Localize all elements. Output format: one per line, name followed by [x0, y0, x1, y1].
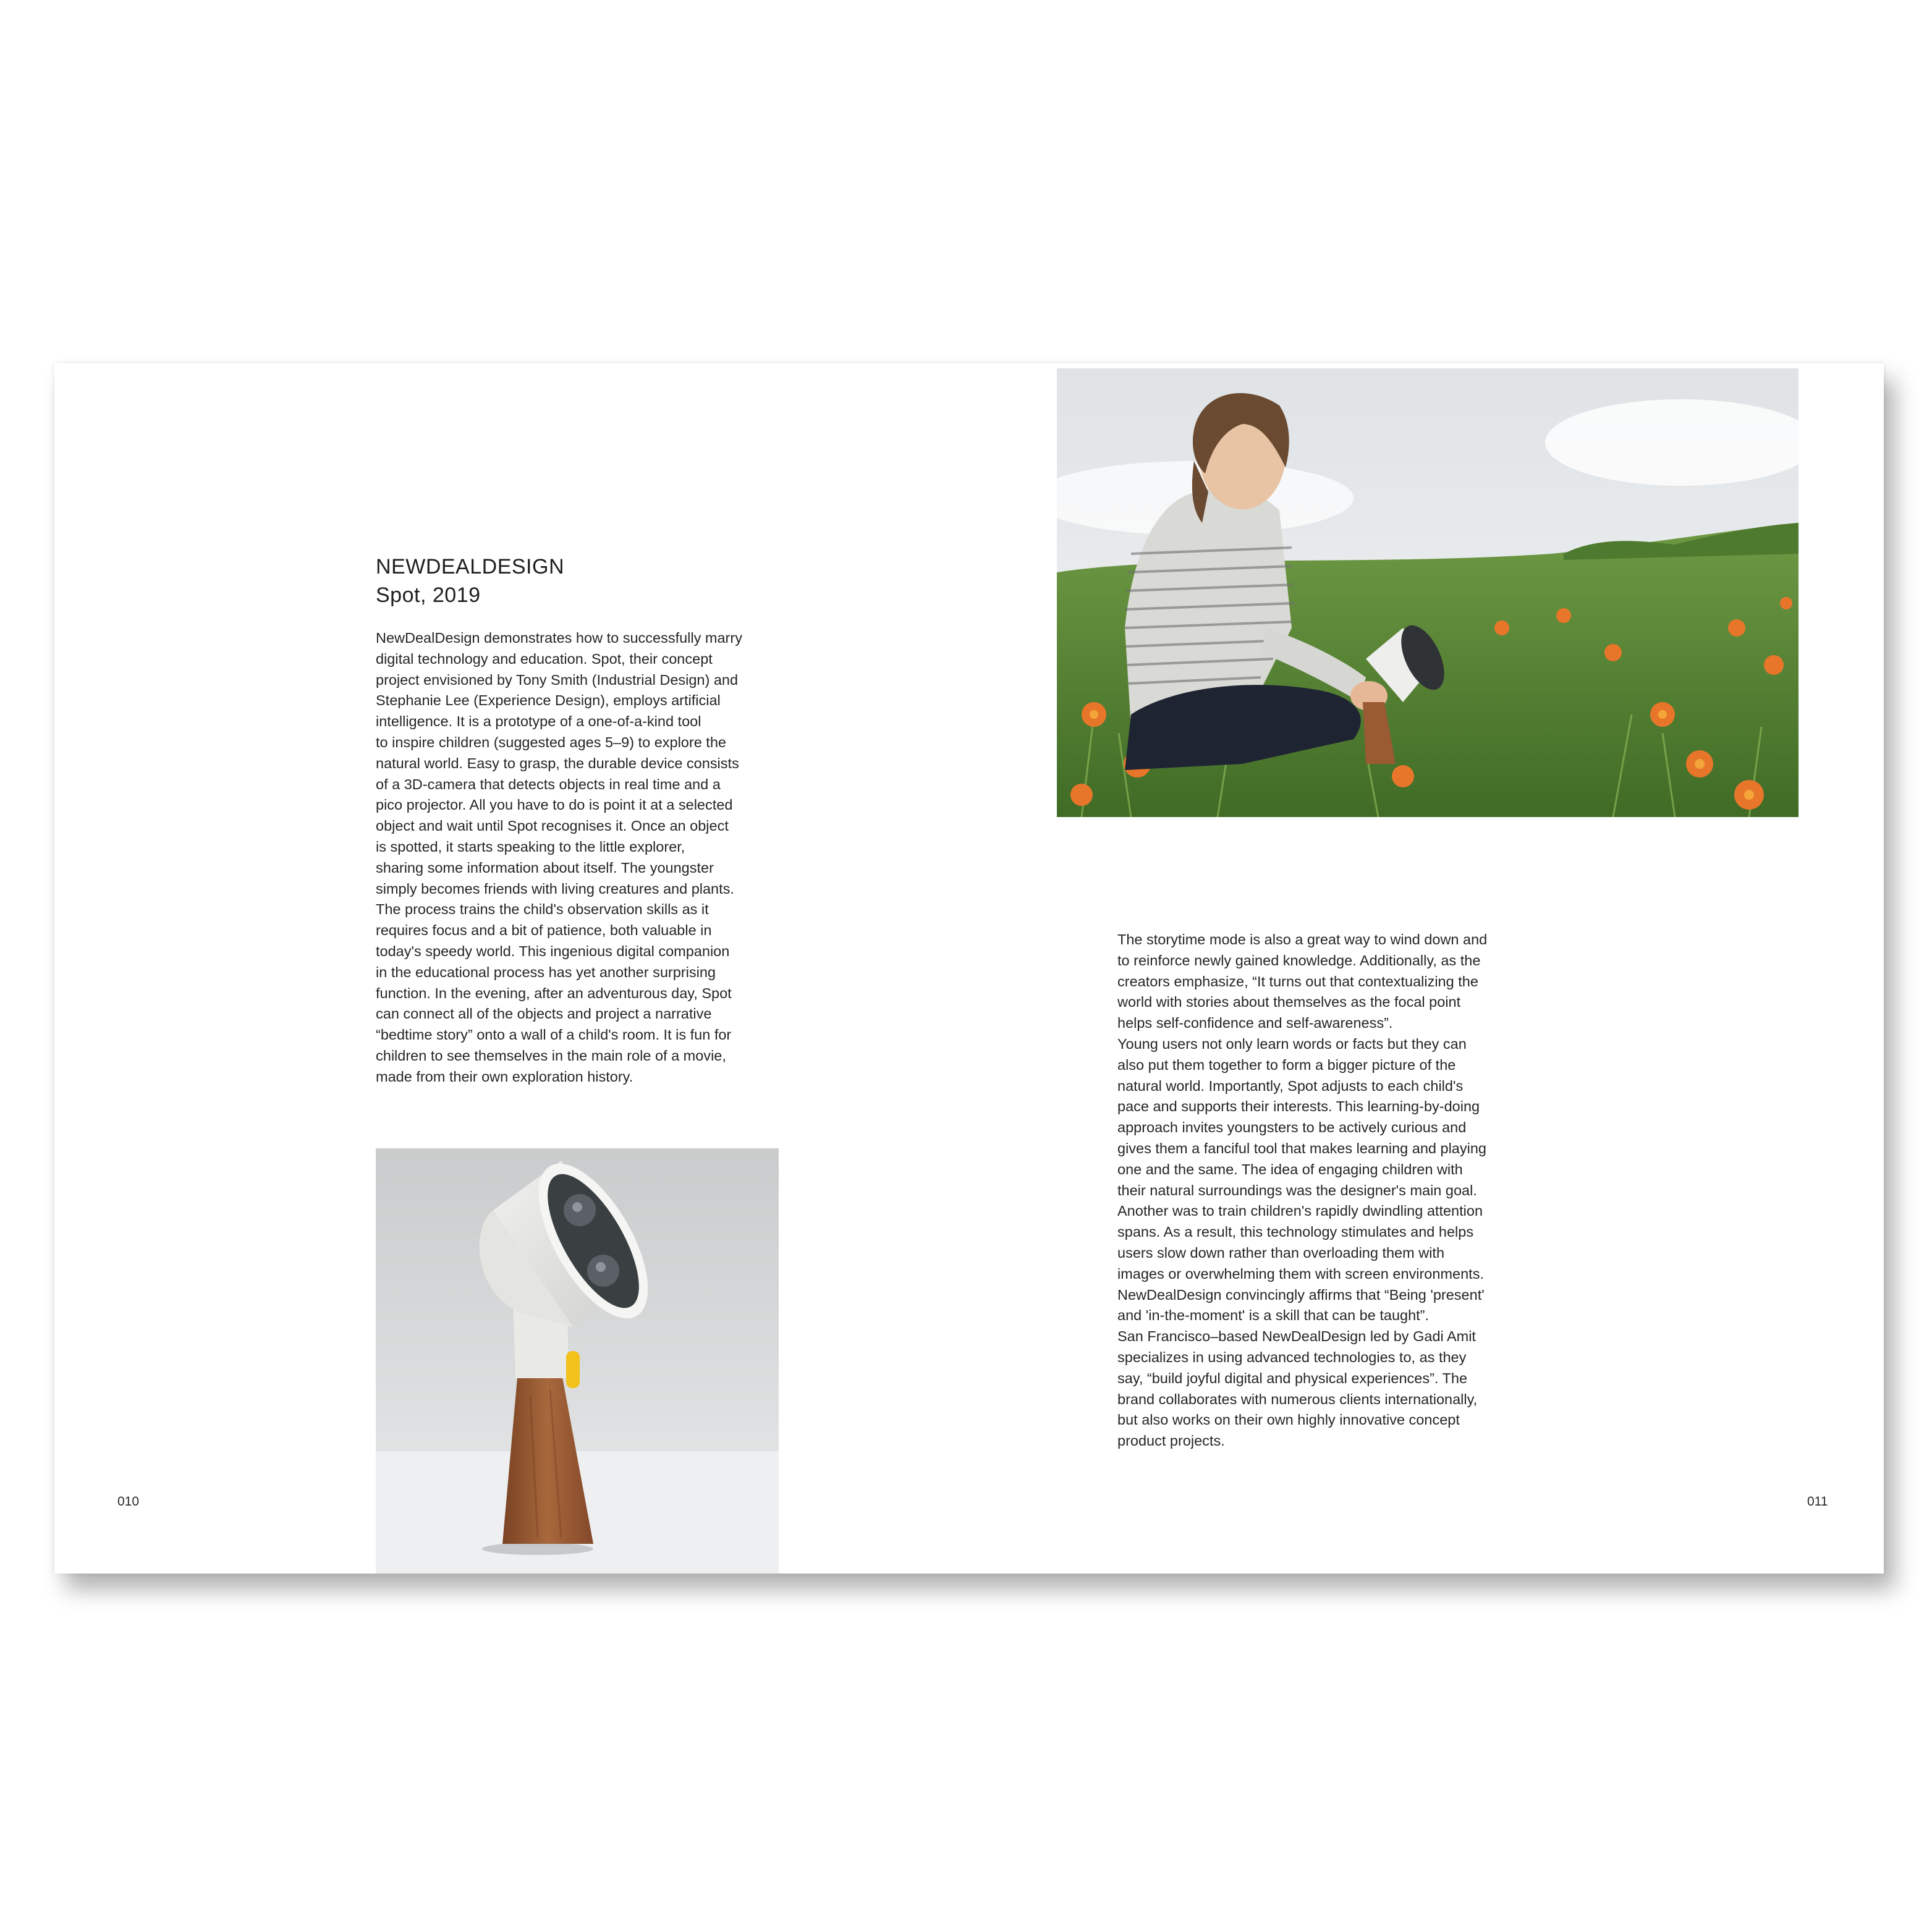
right-body-line: San Francisco–based NewDealDesign led by Gadi Amit — [1117, 1328, 1476, 1345]
right-body-line: world with stories about themselves as the focal point — [1117, 994, 1461, 1010]
right-body-line: product projects. — [1117, 1433, 1225, 1449]
right-body-line: Another was to train children's rapidly dwindling attention — [1117, 1203, 1483, 1219]
left-body-line: made from their own exploration history. — [376, 1068, 633, 1085]
right-body-line: users slow down rather than overloading them with — [1117, 1244, 1445, 1261]
right-body-line: also put them together to form a bigger picture of the — [1117, 1056, 1456, 1073]
left-body-line: children to see themselves in the main role of a movie, — [376, 1047, 726, 1064]
left-body-line: object and wait until Spot recognises it. Once an object — [376, 818, 729, 834]
right-body-line: and 'in-the-moment' is a skill that can be taught”. — [1117, 1307, 1430, 1324]
right-body-line: images or overwhelming them with screen environments. — [1117, 1265, 1484, 1282]
article-heading — [376, 553, 564, 609]
spot-device-photo — [376, 1148, 779, 1574]
page-number-right: 011 — [1807, 1494, 1828, 1509]
right-body-line: creators emphasize, “It turns out that contextualizing the — [1117, 973, 1478, 989]
yellow-button — [566, 1351, 580, 1388]
right-body-line: say, “build joyful digital and physical experiences”. The — [1117, 1370, 1468, 1386]
right-body-line: one and the same. The idea of engaging children with — [1117, 1161, 1463, 1177]
page-number-left: 010 — [117, 1494, 140, 1509]
left-body-line: Stephanie Lee (Experience Design), employs artificial — [376, 692, 721, 709]
left-body-line: function. In the evening, after an adventurous day, Spot — [376, 985, 732, 1001]
left-body-line: natural world. Easy to grasp, the durable device consists — [376, 755, 739, 771]
left-body-line: digital technology and education. Spot, their concept — [376, 650, 713, 667]
right-body-line: brand collaborates with numerous clients internationally, — [1117, 1391, 1478, 1407]
right-body-line: NewDealDesign convincingly affirms that “Being 'present' — [1117, 1286, 1485, 1303]
left-body-line: sharing some information about itself. The youngster — [376, 859, 714, 876]
right-body-line: their natural surroundings was the designer's main goal. — [1117, 1182, 1477, 1198]
studio-name: NEWDEALDESIGN — [376, 555, 564, 578]
left-body-line: “bedtime story” onto a wall of a child's room. It is fun for — [376, 1027, 732, 1043]
left-body-line: project envisioned by Tony Smith (Industrial Design) and — [376, 671, 739, 688]
right-body-line: spans. As a result, this technology stimulates and helps — [1117, 1224, 1474, 1240]
right-body-line: natural world. Importantly, Spot adjusts to each child's — [1117, 1077, 1464, 1094]
right-body-line: Young users not only learn words or facts but they can — [1117, 1035, 1467, 1052]
left-body-line: requires focus and a bit of patience, both valuable in — [376, 922, 712, 939]
right-body-line: specializes in using advanced technologies to, as they — [1117, 1349, 1467, 1365]
project-title: Spot, 2019 — [376, 583, 481, 607]
right-body-line: approach invites youngsters to be actively curious and — [1117, 1119, 1467, 1136]
left-body-line: pico projector. All you have to do is point it at a selected — [376, 797, 733, 813]
left-body-line: of a 3D-camera that detects objects in real time and a — [376, 776, 721, 792]
right-body-line: pace and supports their interests. This learning-by-doing — [1117, 1098, 1480, 1115]
right-body-line: to reinforce newly gained knowledge. Additionally, as the — [1117, 952, 1481, 968]
right-body-line: gives them a fanciful tool that makes learning and playing — [1117, 1140, 1486, 1156]
right-body-line: but also works on their own highly innovative concept — [1117, 1412, 1460, 1428]
left-body-line: today's speedy world. This ingenious digital companion — [376, 943, 730, 959]
left-body-line: The process trains the child's observation skills as it — [376, 901, 709, 918]
right-body-line: helps self-confidence and self-awareness”. — [1117, 1015, 1393, 1032]
right-body-text — [1117, 930, 1538, 1452]
left-body-line: to inspire children (suggested ages 5–9) to explore the — [376, 734, 726, 750]
book-spread — [54, 363, 1884, 1574]
child-with-spot-photo — [1057, 368, 1799, 817]
left-body-line: simply becomes friends with living creatures and plants. — [376, 880, 734, 897]
left-body-line: is spotted, it starts speaking to the little explorer, — [376, 838, 685, 855]
left-body-line: in the educational process has yet another surprising — [376, 964, 716, 980]
left-body-line: NewDealDesign demonstrates how to successfully marry — [376, 630, 742, 646]
right-body-line: The storytime mode is also a great way to wind down and — [1117, 931, 1488, 947]
left-body-line: intelligence. It is a prototype of a one-of-a-kind tool — [376, 713, 701, 730]
left-body-text — [376, 628, 784, 1088]
left-body-line: can connect all of the objects and project a narrative — [376, 1006, 712, 1022]
